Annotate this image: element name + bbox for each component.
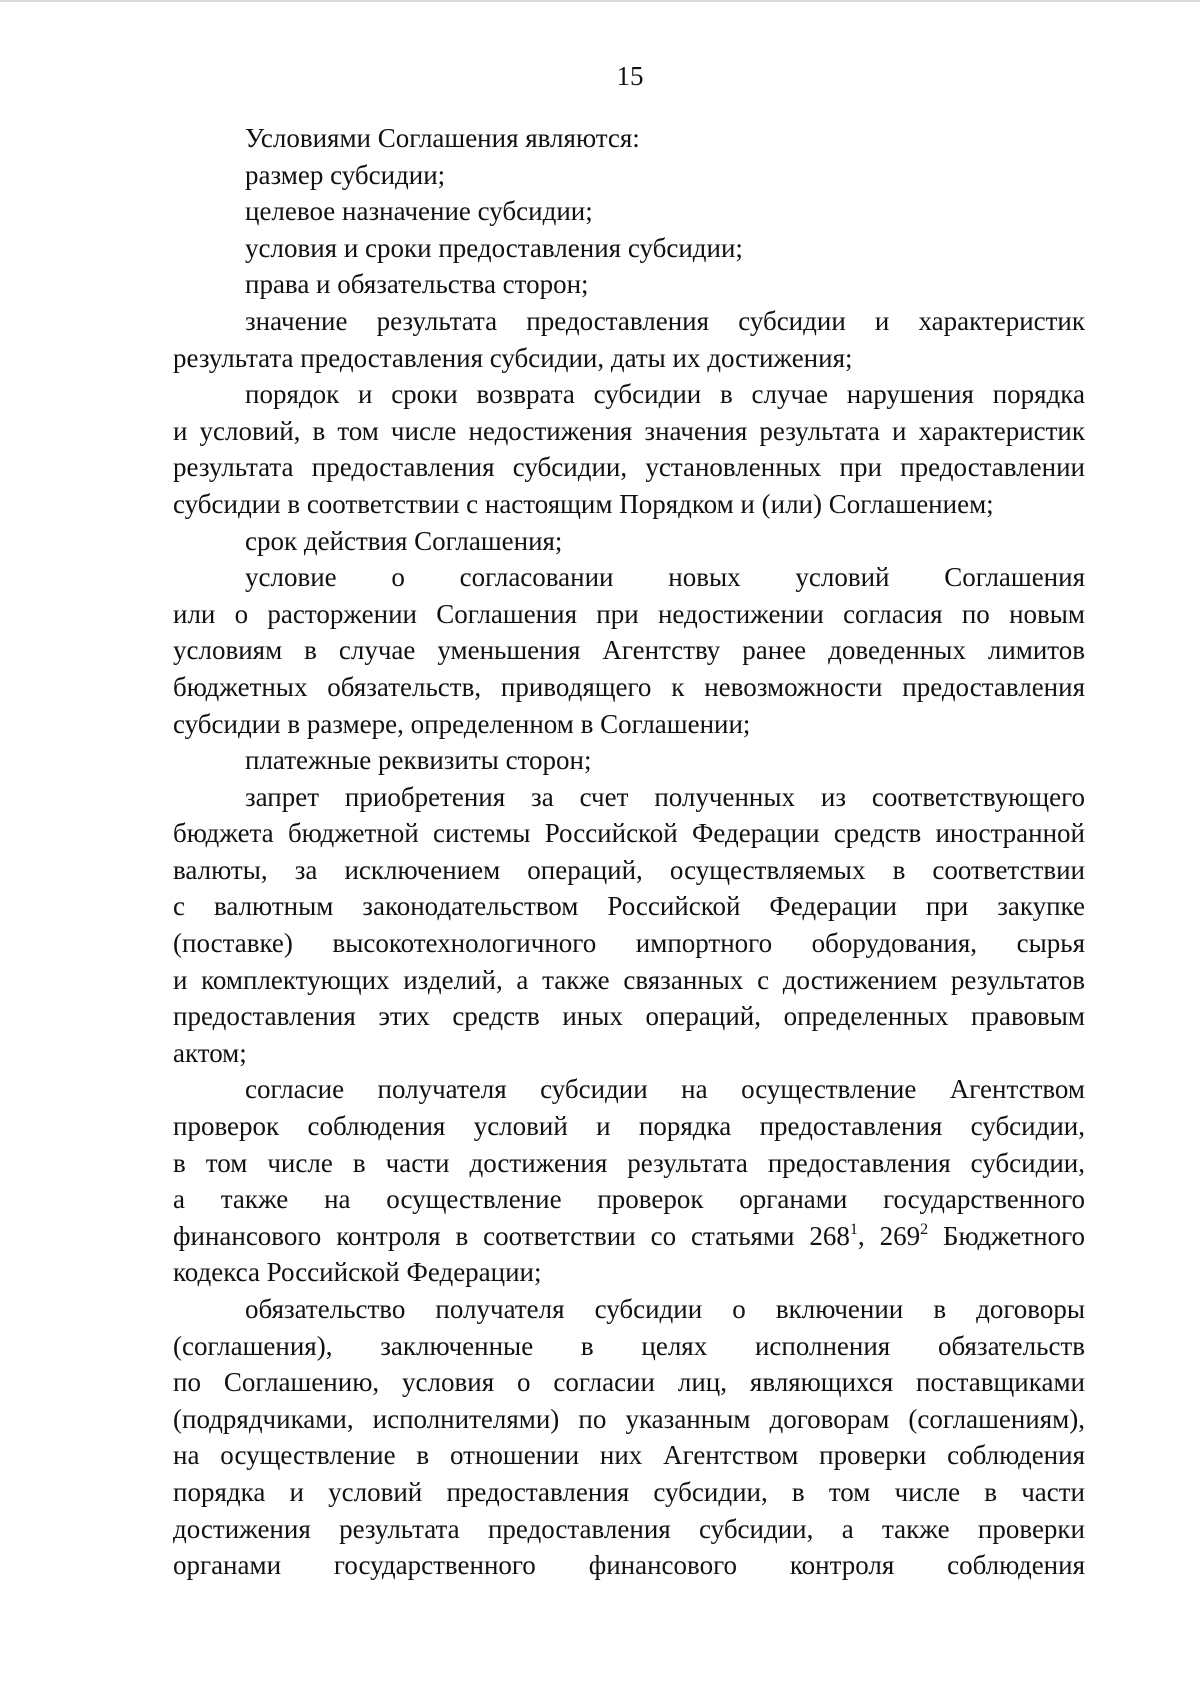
text-line: целевое назначение субсидии; [245,196,593,227]
paragraph-rights-obligations [173,266,1085,303]
page-number: 15 [616,61,644,91]
text-line: субсидии в размере, определенном в Соглашении; [173,708,751,739]
text-line: условия и сроки предоставления субсидии; [245,232,743,263]
text-line: или о расторжении Соглашения при недостижении согласия по новым [173,598,1085,629]
text-line: бюджетных обязательств, приводящего к невозможности предоставления [173,671,1085,702]
text-line: предоставления этих средств иных операций, определенных правовым [173,1001,1085,1032]
text-line: достижения результата предоставления субсидии, а также проверки [173,1513,1085,1544]
text-line: а также на осуществление проверок органами государственного [173,1184,1085,1215]
text-line: размер субсидии; [245,159,446,190]
document-body [173,120,1085,1584]
paragraph-validity-period [173,523,1085,560]
text-line: условие о согласовании новых условий Соглашения [245,562,1085,593]
text-line: срок действия Соглашения; [245,525,563,556]
text-line: условиям в случае уменьшения Агентству ранее доведенных лимитов [173,635,1085,666]
paragraph-refund-procedure [173,376,1085,522]
text-line: и комплектующих изделий, а также связанных с достижением результатов [173,964,1085,995]
text-line: бюджета бюджетной системы Российской Федерации средств иностранной [173,818,1085,849]
text-line: на осуществление в отношении них Агентством проверки соблюдения [173,1440,1085,1471]
text-line: валюты, за исключением операций, осуществляемых в соответствии [173,854,1085,885]
text-line: порядок и сроки возврата субсидии в случае нарушения порядка [245,379,1085,410]
paragraph-result-value [173,303,1085,376]
paragraph-conditions-terms [173,230,1085,267]
text-line: платежные реквизиты сторон; [245,745,592,776]
text-line: права и обязательства сторон; [245,269,589,300]
paragraph-conditions-intro [173,120,1085,157]
text-line-budget-articles [173,1218,1085,1255]
text-line: и условий, в том числе недостижения значения результата и характеристик [173,415,1085,446]
text-fragment: , 269 [857,1220,921,1251]
text-line: с валютным законодательством Российской Федерации при закупке [173,891,1085,922]
text-line: результата предоставления субсидии, даты их достижения; [173,342,853,373]
text-line: (поставке) высокотехнологичного импортного оборудования, сырья [173,928,1085,959]
text-line: результата предоставления субсидии, установленных при предоставлении [173,452,1085,483]
superscript: 1 [849,1220,858,1238]
text-line: по Соглашению, условия о согласии лиц, являющихся поставщиками [173,1367,1085,1398]
text-line: обязательство получателя субсидии о включении в договоры [245,1294,1085,1324]
paragraph-currency-ban [173,779,1085,1072]
paragraph-target-purpose [173,193,1085,230]
text-fragment: Бюджетного [928,1220,1085,1251]
scan-edge [0,0,1200,2]
text-line: субсидии в соответствии с настоящим Порядком и (или) Соглашением; [173,488,994,519]
text-line: актом; [173,1037,247,1068]
paragraph-supplier-consent [173,1291,1085,1584]
text-fragment: финансового контроля в соответствии со статьями 268 [173,1220,850,1251]
superscript: 2 [920,1220,929,1238]
text-line: проверок соблюдения условий и порядка предоставления субсидии, [173,1111,1085,1142]
text-line: значение результата предоставления субсидии и характеристик [245,305,1085,336]
text-line: (подрядчиками, исполнителями) по указанным договорам (соглашениям), [173,1403,1085,1434]
text-line: Условиями Соглашения являются: [245,123,640,153]
paragraph-subsidy-size [173,157,1085,194]
paragraph-payment-details [173,742,1085,779]
paragraph-recipient-consent [173,1071,1085,1291]
text-line: органами государственного финансового контроля соблюдения [173,1550,1085,1581]
paragraph-new-conditions [173,559,1085,742]
text-line: кодекса Российской Федерации; [173,1257,542,1288]
text-line: запрет приобретения за счет полученных из соответствующего [245,781,1085,812]
text-line: (соглашения), заключенные в целях исполнения обязательств [173,1330,1085,1361]
text-line: согласие получателя субсидии на осуществление Агентством [245,1074,1085,1105]
text-line: в том числе в части достижения результата предоставления субсидии, [173,1147,1085,1178]
text-line: порядка и условий предоставления субсидии, в том числе в части [173,1476,1085,1507]
